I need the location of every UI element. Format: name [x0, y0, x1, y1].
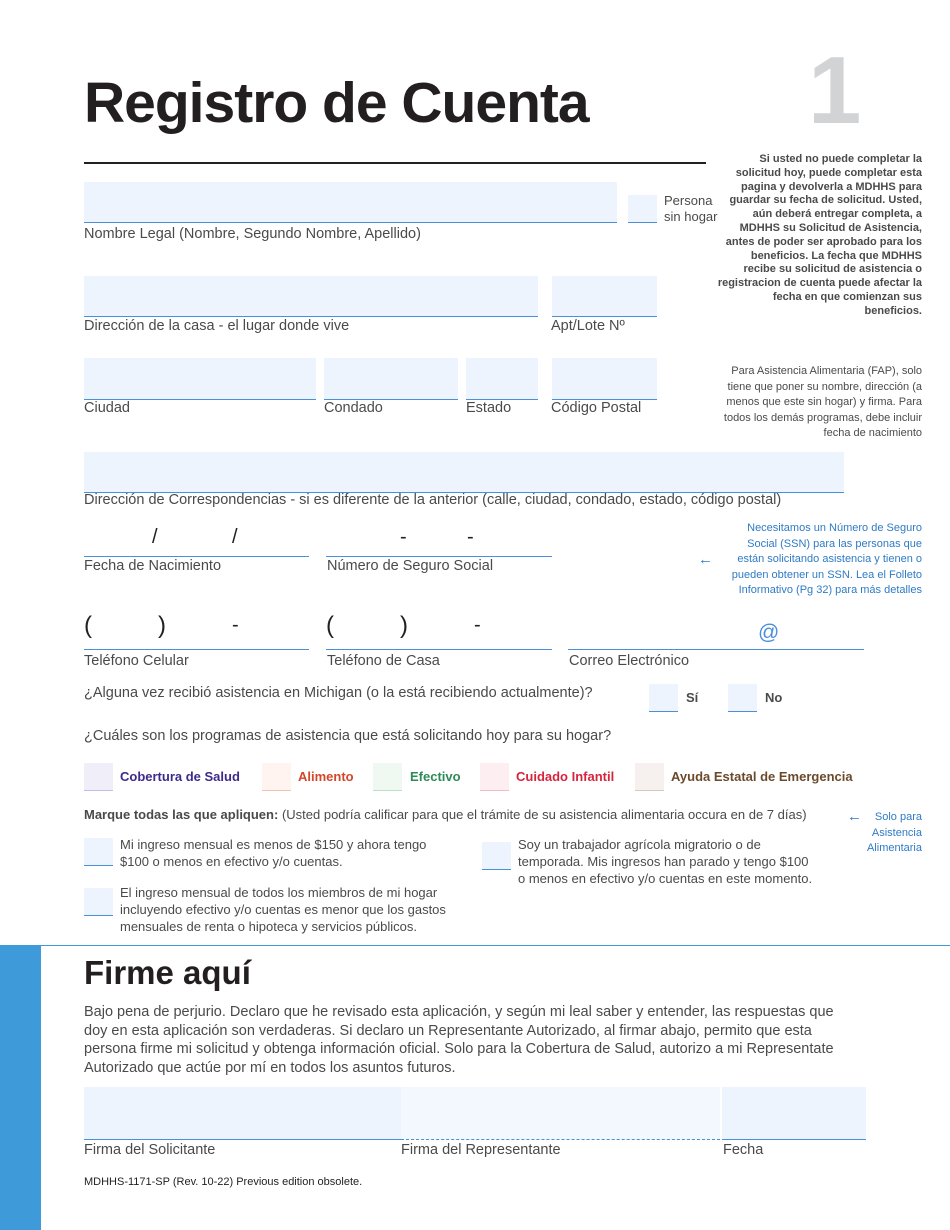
county-field[interactable]: [324, 358, 458, 400]
yes-checkbox[interactable]: [649, 684, 678, 712]
applicant-signature-field[interactable]: [84, 1087, 401, 1140]
arrow-left-icon: ←: [847, 808, 862, 825]
ssn-note: Necesitamos un Número de Seguro Social (SSN) para las personas que están solicitando asistencia y tienen o pueden obtener un SSN. Lea el Folleto Informativo (Pg 32) para más detalles: [731, 522, 922, 596]
representative-signature-field[interactable]: [401, 1087, 720, 1140]
state-field[interactable]: [466, 358, 538, 400]
food-checkbox[interactable]: [262, 763, 291, 791]
food-only-note: Solo para Asistencia Alimentaria: [866, 811, 922, 854]
no-checkbox[interactable]: [728, 684, 757, 712]
fap-note: Para Asistencia Alimentaria (FAP), solo tiene que poner su nombre, dirección (a menos que este sin hogar) y firma. Para todos los demás programas, debe incluir fecha de nacimiento: [723, 365, 922, 439]
dob-field[interactable]: [84, 556, 309, 557]
cell-dash: -: [232, 614, 239, 636]
zip-label: Código Postal: [551, 400, 642, 416]
page-number: 1: [808, 37, 862, 144]
home-close-paren: ): [400, 612, 408, 639]
apt-field[interactable]: [552, 276, 657, 317]
mailing-address-field[interactable]: [84, 452, 844, 493]
home-dash: -: [474, 614, 481, 636]
title-divider: [84, 162, 706, 164]
legal-name-field[interactable]: [84, 182, 617, 223]
cash-checkbox[interactable]: [373, 763, 402, 791]
homeless-label: Persona sin hogar: [664, 193, 718, 224]
perjury-declaration: Bajo pena de perjurio. Declaro que he revisado esta aplicación, y según mi leal saber y entender, las respuestas que doy en esta aplicación son verdaderas. Si declaro un Representante Autorizado, al firmar abajo, permito que esta persona firme mi solicitud y obtenga información oficial. Solo para la Cobertura de Salud, autorizo a mi Representate Autorizado que actúe por mí en todos los asuntos futuros.: [84, 1004, 834, 1076]
applicant-signature-label: Firma del Solicitante: [84, 1142, 216, 1158]
ssn-field[interactable]: [326, 556, 552, 557]
check-all-heading: [84, 807, 807, 822]
income-under-150-checkbox[interactable]: [84, 838, 113, 866]
migrant-worker-label: Soy un trabajador agrícola migratorio o de temporada. Mis ingresos han parado y tengo $100 o menos en efectivo y/o cuentas en este momento.: [518, 837, 813, 886]
arrow-left-icon: ←: [698, 551, 713, 568]
city-field[interactable]: [84, 358, 316, 400]
dob-slash: /: [232, 526, 238, 548]
health-coverage-label: Cobertura de Salud: [120, 769, 240, 784]
address-field[interactable]: [84, 276, 538, 317]
income-below-expenses-checkbox[interactable]: [84, 888, 113, 916]
representative-signature-label: Firma del Representante: [401, 1142, 561, 1158]
legal-name-label: Nombre Legal (Nombre, Segundo Nombre, Apellido): [84, 226, 421, 242]
mailing-address-label: Dirección de Correspondencias - si es diferente de la anterior (calle, ciudad, condado, estado, código postal): [84, 492, 782, 508]
cell-open-paren: (: [84, 612, 92, 639]
form-id: MDHHS-1171-SP (Rev. 10-22) Previous edition obsolete.: [84, 1176, 363, 1188]
sign-here-heading: Firme aquí: [84, 954, 251, 991]
state-label: Estado: [466, 400, 512, 416]
home-phone-field[interactable]: [326, 649, 552, 650]
county-label: Condado: [324, 400, 383, 416]
zip-field[interactable]: [552, 358, 657, 400]
page-title: Registro de Cuenta: [84, 71, 589, 135]
income-under-150-label: Mi ingreso mensual es menos de $150 y ahora tengo $100 o menos en efectivo y/o cuentas.: [120, 837, 427, 869]
dob-label: Fecha de Nacimiento: [84, 558, 222, 574]
programs-question: ¿Cuáles son los programas de asistencia que está solicitando hoy para su hogar?: [84, 728, 612, 744]
child-care-checkbox[interactable]: [480, 763, 509, 791]
ssn-dash: -: [400, 526, 407, 548]
migrant-worker-checkbox[interactable]: [482, 842, 511, 870]
signature-date-field[interactable]: [722, 1087, 866, 1140]
apt-label: Apt/Lote Nº: [551, 318, 625, 334]
cell-phone-field[interactable]: [84, 649, 309, 650]
section-accent-bar: [0, 945, 41, 1230]
yes-label: Sí: [686, 690, 699, 705]
child-care-label: Cuidado Infantil: [516, 769, 615, 784]
home-open-paren: (: [326, 612, 334, 639]
registration-notice: Si usted no puede completar la solicitud hoy, puede completar esta pagina y devolverla a MDHHS para guardar su fecha de solicitud. Usted, aún deberá entregar completa, a MDHHS su Solicitud de Asistencia, antes de poder ser aprobado para los beneficios. La fecha que MDHHS recibe su solicitud de asistencia o registracion de cuenta puede afectar la fecha en que comienzan sus beneficios.: [717, 153, 922, 317]
section-divider: [41, 945, 950, 946]
health-coverage-checkbox[interactable]: [84, 763, 113, 791]
ssn-label: Número de Seguro Social: [327, 558, 494, 574]
email-label: Correo Electrónico: [569, 653, 690, 669]
check-all-rest: (Usted podría calificar para que el trámite de su asistencia alimentaria occura en de 7 días): [281, 807, 807, 822]
cash-label: Efectivo: [410, 769, 461, 784]
homeless-checkbox[interactable]: [628, 195, 657, 223]
emergency-aid-label: Ayuda Estatal de Emergencia: [671, 769, 853, 784]
city-label: Ciudad: [84, 400, 130, 416]
prior-assistance-question: ¿Alguna vez recibió asistencia en Michigan (o la está recibiendo actualmente)?: [84, 685, 593, 701]
dob-slash: /: [152, 526, 158, 548]
email-field[interactable]: [568, 649, 864, 650]
cell-close-paren: ): [158, 612, 166, 639]
food-label: Alimento: [298, 769, 354, 784]
income-below-expenses-label: El ingreso mensual de todos los miembros de mi hogar incluyendo efectivo y/o cuentas es menor que los gastos mensuales de renta o hipoteca y servicios públicos.: [120, 885, 446, 934]
at-icon: @: [758, 621, 780, 644]
address-label: Dirección de la casa - el lugar donde vive: [84, 318, 350, 334]
check-all-bold: Marque todas las que apliquen:: [84, 807, 279, 822]
no-label: No: [765, 690, 783, 705]
cell-phone-label: Teléfono Celular: [84, 653, 189, 669]
emergency-aid-checkbox[interactable]: [635, 763, 664, 791]
ssn-dash: -: [467, 526, 474, 548]
signature-date-label: Fecha: [723, 1142, 764, 1158]
home-phone-label: Teléfono de Casa: [327, 653, 440, 669]
